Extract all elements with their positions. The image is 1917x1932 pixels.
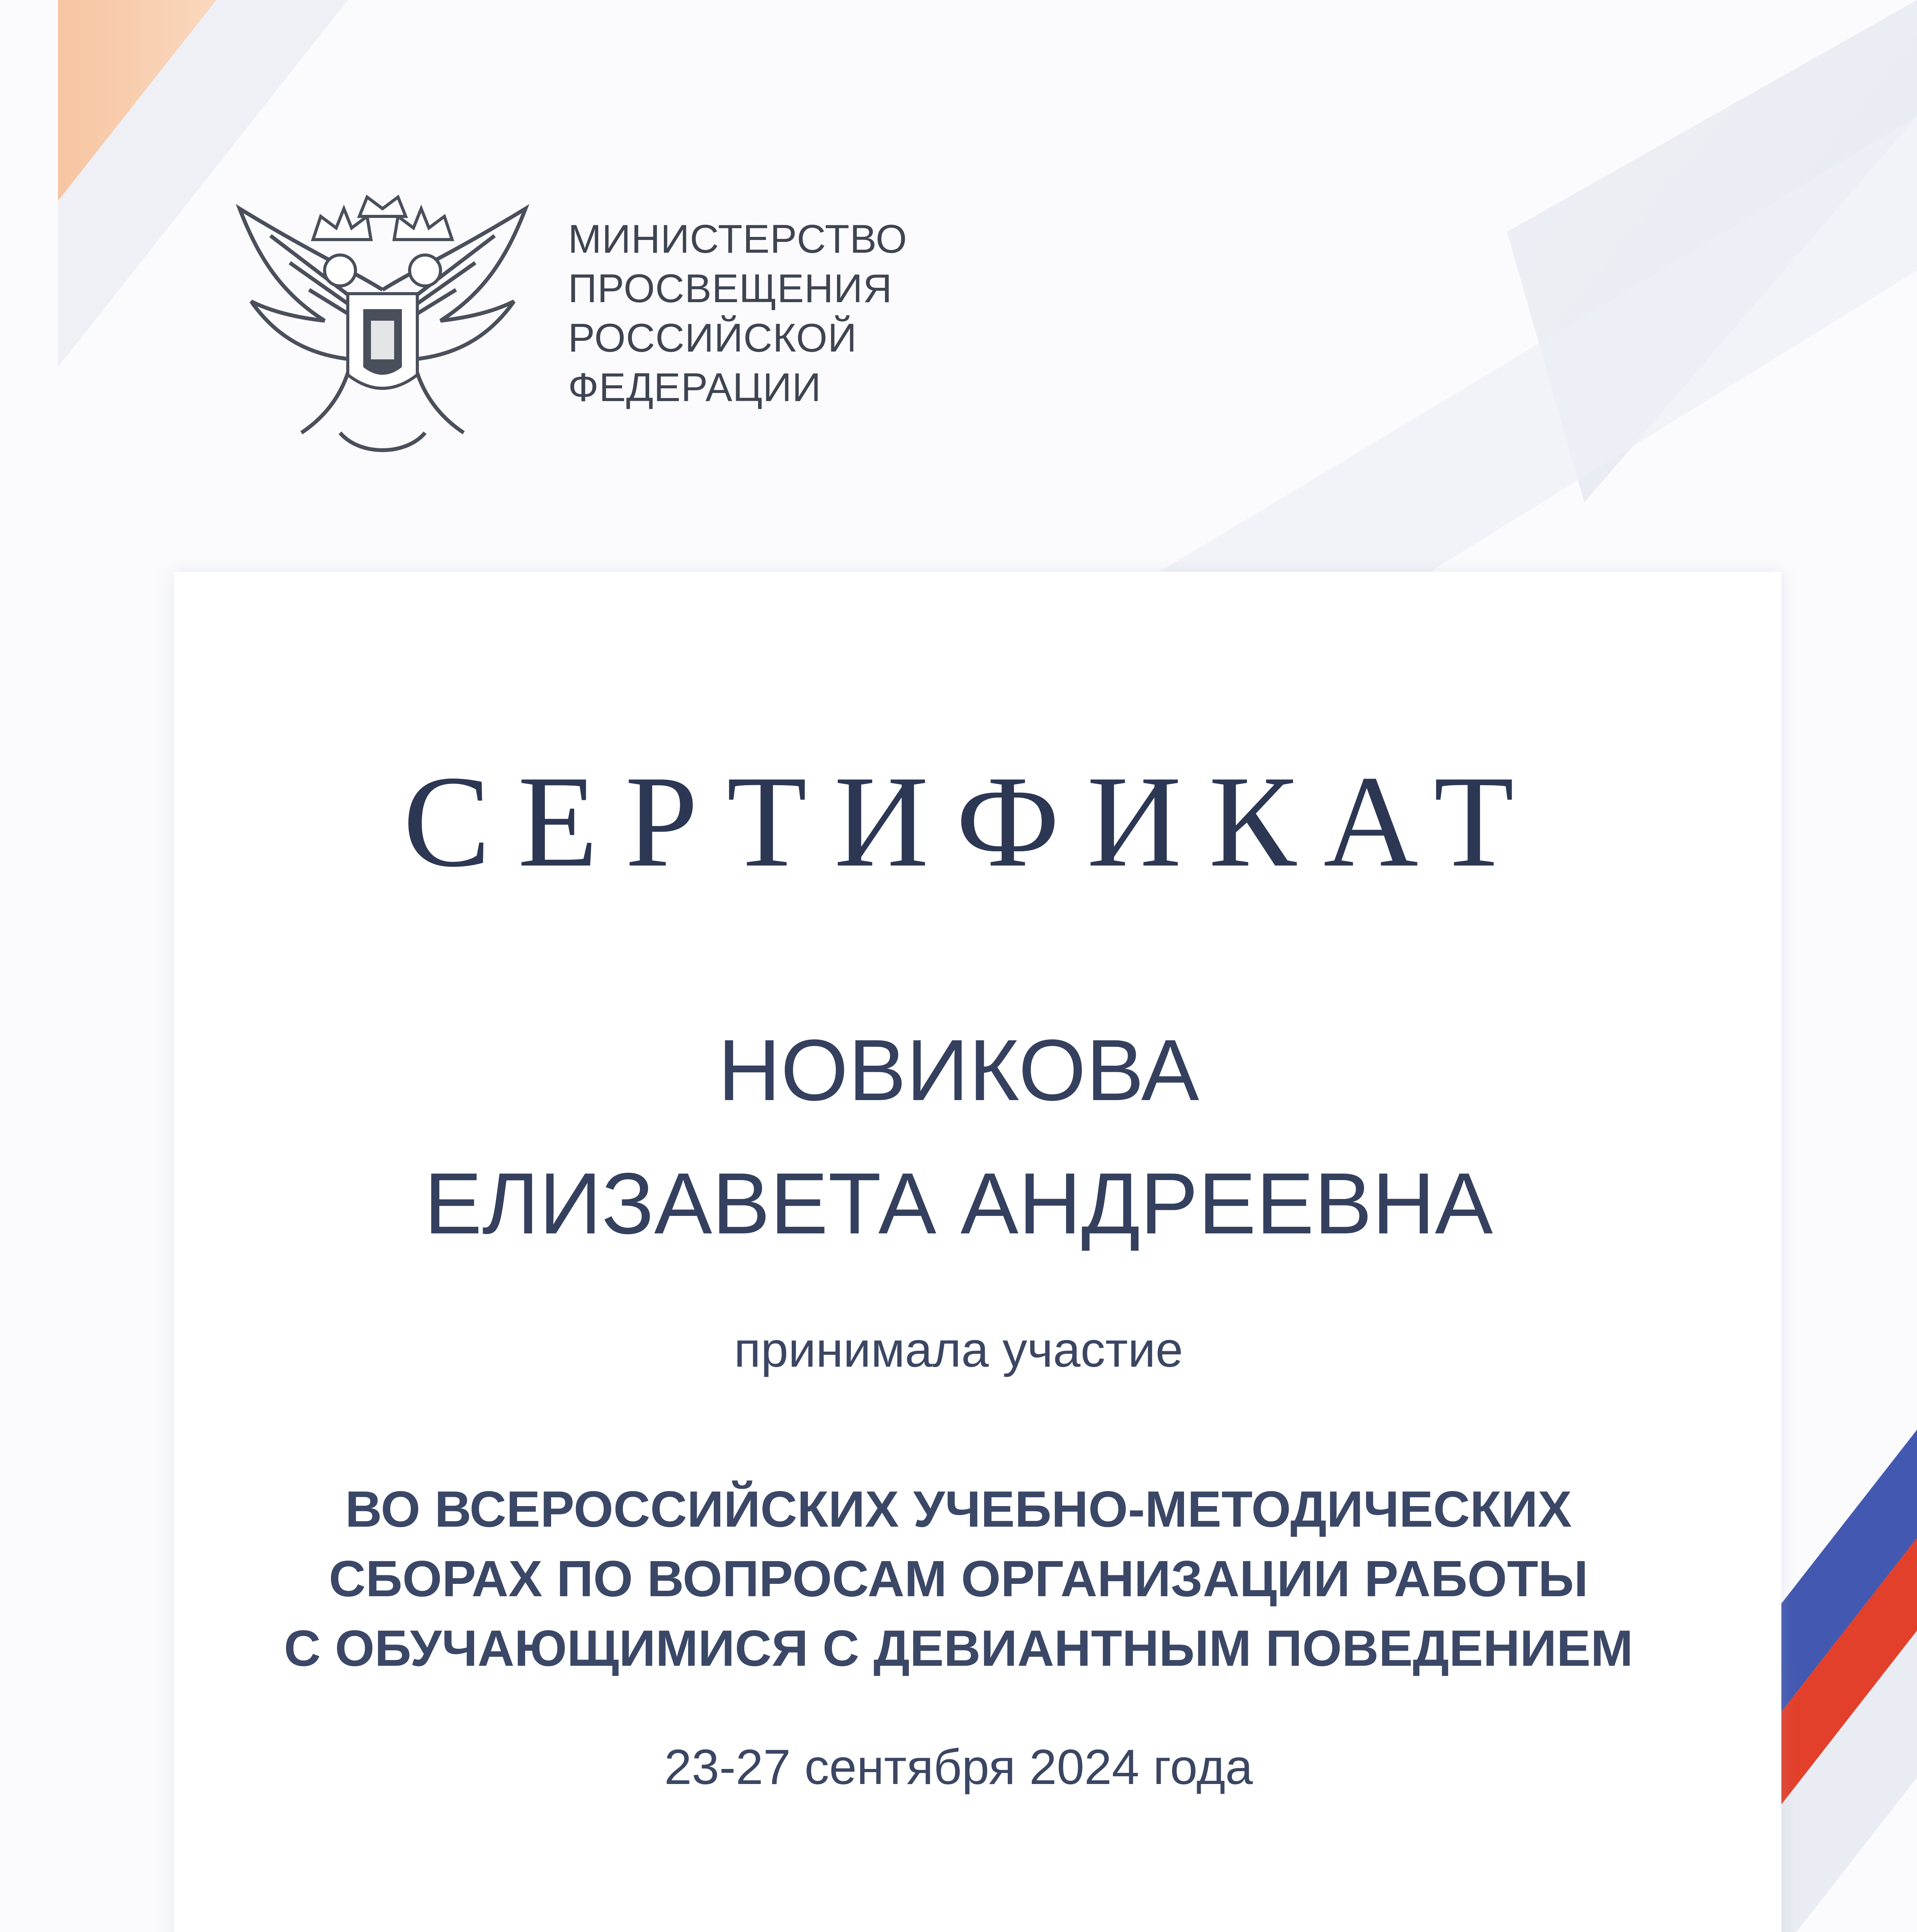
- ministry-name: [568, 214, 907, 412]
- event-line: С ОБУЧАЮЩИМИСЯ С ДЕВИАНТНЫМ ПОВЕДЕНИЕМ: [284, 1620, 1633, 1677]
- top-right-light-stripe: [1159, 116, 1917, 572]
- event-line: СБОРАХ ПО ВОПРОСАМ ОРГАНИЗАЦИИ РАБОТЫ: [329, 1550, 1588, 1607]
- double-headed-eagle-emblem: [224, 193, 541, 471]
- ministry-line: МИНИСТЕРСТВО: [568, 217, 907, 262]
- ministry-line: ФЕДЕРАЦИИ: [568, 365, 822, 410]
- ministry-line: РОССИЙСКОЙ: [568, 316, 857, 361]
- event-line: ВО ВСЕРОССИЙСКИХ УЧЕБНО-МЕТОДИЧЕСКИХ: [345, 1481, 1572, 1537]
- ministry-line: ПРОСВЕЩЕНИЯ: [568, 266, 893, 311]
- participation-text: принимала участие: [734, 1322, 1183, 1378]
- event-dates: 23-27 сентября 2024 года: [664, 1740, 1253, 1795]
- recipient-surname: НОВИКОВА: [718, 1021, 1199, 1119]
- certificate-title: СЕРТИФИКАТ: [403, 748, 1541, 894]
- recipient-given-names: ЕЛИЗАВЕТА АНДРЕЕВНА: [424, 1155, 1493, 1252]
